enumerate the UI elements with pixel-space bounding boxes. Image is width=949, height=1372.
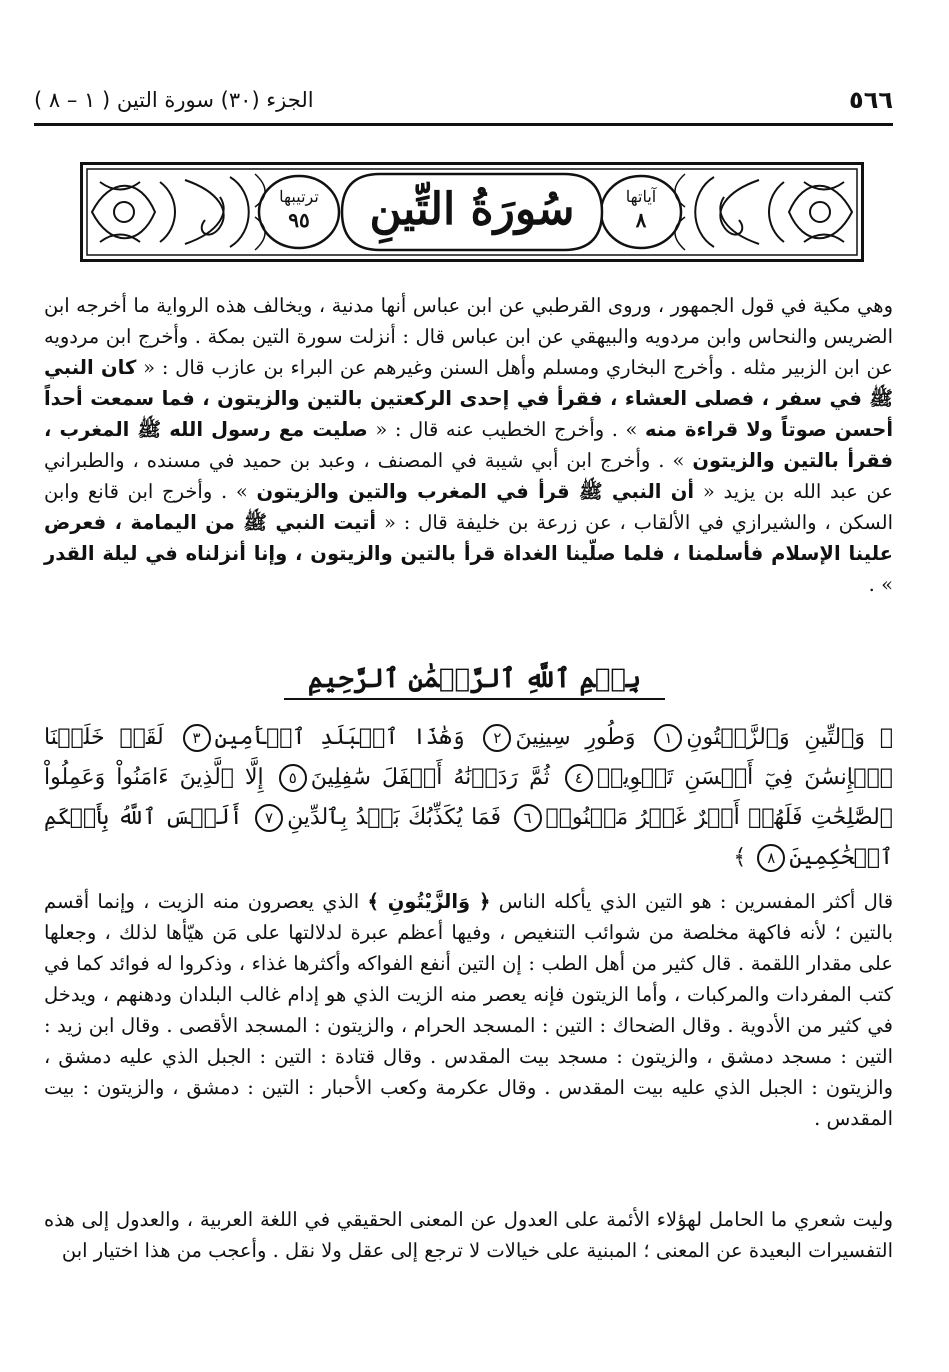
tafsir-text-3: وليت شعري ما الحامل لهؤلاء الأئمة على العدول عن المعنى الحقيقي في اللغة العربية ، والعدول إلى هذه التفسيرات البعيدة عن المعنى ؛ المبنية على خيالات لا ترجع إلى عقل ولا نقل . وأعجب من هذا اختيار ابن — [44, 1208, 893, 1262]
verse-number-2: ٢ — [483, 724, 511, 752]
intro-text-2: » . وأخرج الخطيب عنه قال : « — [375, 418, 638, 441]
intro-text-5: » . — [868, 573, 893, 596]
quoted-word: ﴿ وَالزَّيْتُونِ ﴾ — [367, 890, 491, 913]
verse-8: أَلَيۡسَ ٱللَّهُ بِأَحۡكَمِ ٱلۡحَٰكِمِينَ — [44, 805, 893, 870]
verse-number-6: ٦ — [514, 804, 542, 832]
tafsir-text-2: الذي يعصرون منه الزيت ، وإنما أقسم بالتين ؛ لأنه فاكهة مخلصة من شوائب التنغيص ، وفيها أعظم عبرة لدلالتها على مَن هيّأها لذلك ، وجعلها على مقدار اللقمة . قال كثير من أهل الطب : إن التين أنفع الفواكه وأكثرها غذاء ، وذكروا له فوائد كما في كتب المفردات والمركبات ، وأما الزيتون فإنه يعصر منه الزيت الذي هو إدام غالب البلدان ودهنهم ، ويدخل في كثير من الأدوية . وقال الضحاك : التين : المسجد الحرام ، والزيتون : المسجد الأقصى . وقال ابن زيد : التين : مسجد دمشق ، والزيتون : مسجد بيت المقدس . وقال قتادة : التين : الجبل الذي عليه دمشق ، والزيتون : الجبل الذي عليه بيت المقدس . وقال عكرمة وكعب الأحبار : التين : دمشق ، والزيتون : بيت المقدس . — [44, 890, 893, 1130]
intro-text-1: وهي مكية في قول الجمهور ، وروى القرطبي عن ابن عباس أنها مدنية ، ويخالف هذه الرواية ما أخرجه ابن الضريس والنحاس وابن مردويه والبيهقي عن ابن عباس قال : أنزلت سورة التين بمكة . وأخرج ابن مردويه عن ابن الزبير مثله . وأخرج البخاري ومسلم وأهل السنن وغيرهم عن البراء بن عازب قال : « — [44, 294, 893, 379]
verse-number-5: ٥ — [279, 764, 307, 792]
page-number: ٥٦٦ — [849, 86, 893, 114]
running-title: الجزء (٣٠) سورة التين ( ١ – ٨ ) — [34, 88, 314, 112]
order-value: ٩٥ — [288, 208, 310, 232]
open-bracket: ﴿ — [879, 725, 894, 750]
verse-3: وَهَٰذَا ٱلۡبَلَدِ ٱلۡأَمِينِ — [214, 725, 465, 750]
order-medallion — [258, 177, 340, 247]
surah-title: سُورَةُ التِّينِ — [369, 184, 575, 235]
page-header — [34, 86, 893, 126]
surah-banner — [80, 162, 864, 262]
order-label: ترتيبها — [279, 187, 319, 206]
basmala-text: بِسۡمِ ٱللَّهِ ٱلرَّحۡمَٰنِ ٱلرَّحِيمِ — [284, 662, 665, 700]
intro-text-3: » . وأخرج ابن أبي شيبة في المصنف ، وعبد بن حميد في مسنده ، والطبراني عن عبد الله بن يزيد « — [44, 449, 893, 503]
hadith-quote-4: أتيت النبي ﷺ من اليمامة ، فعرض علينا الإسلام فأسلمنا ، فلما صلّينا الغداة قرأ بالتين والزيتون ، وإنا أنزلناه في ليلة القدر — [44, 511, 893, 565]
close-bracket: ﴾ — [733, 845, 747, 870]
verse-number-7: ٧ — [255, 804, 283, 832]
verse-6: إِلَّا ٱلَّذِينَ ءَامَنُواْ وَعَمِلُواْ ٱلصَّٰلِحَٰتِ فَلَهُمۡ أَجۡرٌ غَيۡرُ مَمۡنُونٖ — [44, 765, 893, 830]
basmala — [0, 662, 949, 700]
tafsir-paragraph-2 — [44, 1204, 893, 1266]
verse-number-3: ٣ — [183, 724, 211, 752]
tafsir-text-1: قال أكثر المفسرين : هو التين الذي يأكله الناس — [498, 890, 894, 913]
verse-number-4: ٤ — [565, 764, 593, 792]
verse-1: وَٱلتِّينِ وَٱلزَّيۡتُونِ — [686, 725, 865, 750]
verse-2: وَطُورِ سِينِينَ — [515, 725, 636, 750]
tafsir-paragraph-1 — [44, 886, 893, 1134]
verse-5: ثُمَّ رَدَدۡنَٰهُ أَسۡفَلَ سَٰفِلِينَ — [310, 765, 550, 790]
hadith-quote-1: كان النبي ﷺ في سفر ، فصلى العشاء ، فقرأ في إحدى الركعتين بالتين والزيتون ، فما سمعت أحداً أحسن صوتاً ولا قراءة منه — [44, 356, 894, 441]
verse-7: فَمَا يُكَذِّبُكَ بَعۡدُ بِٱلدِّينِ — [287, 805, 502, 830]
hadith-quote-3: أن النبي ﷺ قرأ في المغرب والتين والزيتون — [256, 480, 695, 503]
ayat-value: ٨ — [635, 208, 647, 232]
intro-paragraph — [44, 290, 893, 600]
ayat-count-medallion — [600, 177, 682, 247]
intro-text-4: » . وأخرج ابن قانع وابن السكن ، والشيرازي في الألقاب ، عن زرعة بن خليفة قال : « — [44, 480, 893, 534]
ayat-label: آياتها — [625, 187, 657, 206]
quran-verses — [44, 718, 893, 878]
verse-number-1: ١ — [654, 724, 682, 752]
verse-4: لَقَدۡ خَلَقۡنَا ٱلۡإِنسَٰنَ فِيٓ أَحۡسَنِ تَقۡوِيمٖ — [44, 725, 894, 790]
verse-number-8: ٨ — [757, 844, 785, 872]
hadith-quote-2: صليت مع رسول الله ﷺ المغرب ، فقرأ بالتين والزيتون — [44, 418, 893, 472]
header-rule — [34, 123, 893, 126]
